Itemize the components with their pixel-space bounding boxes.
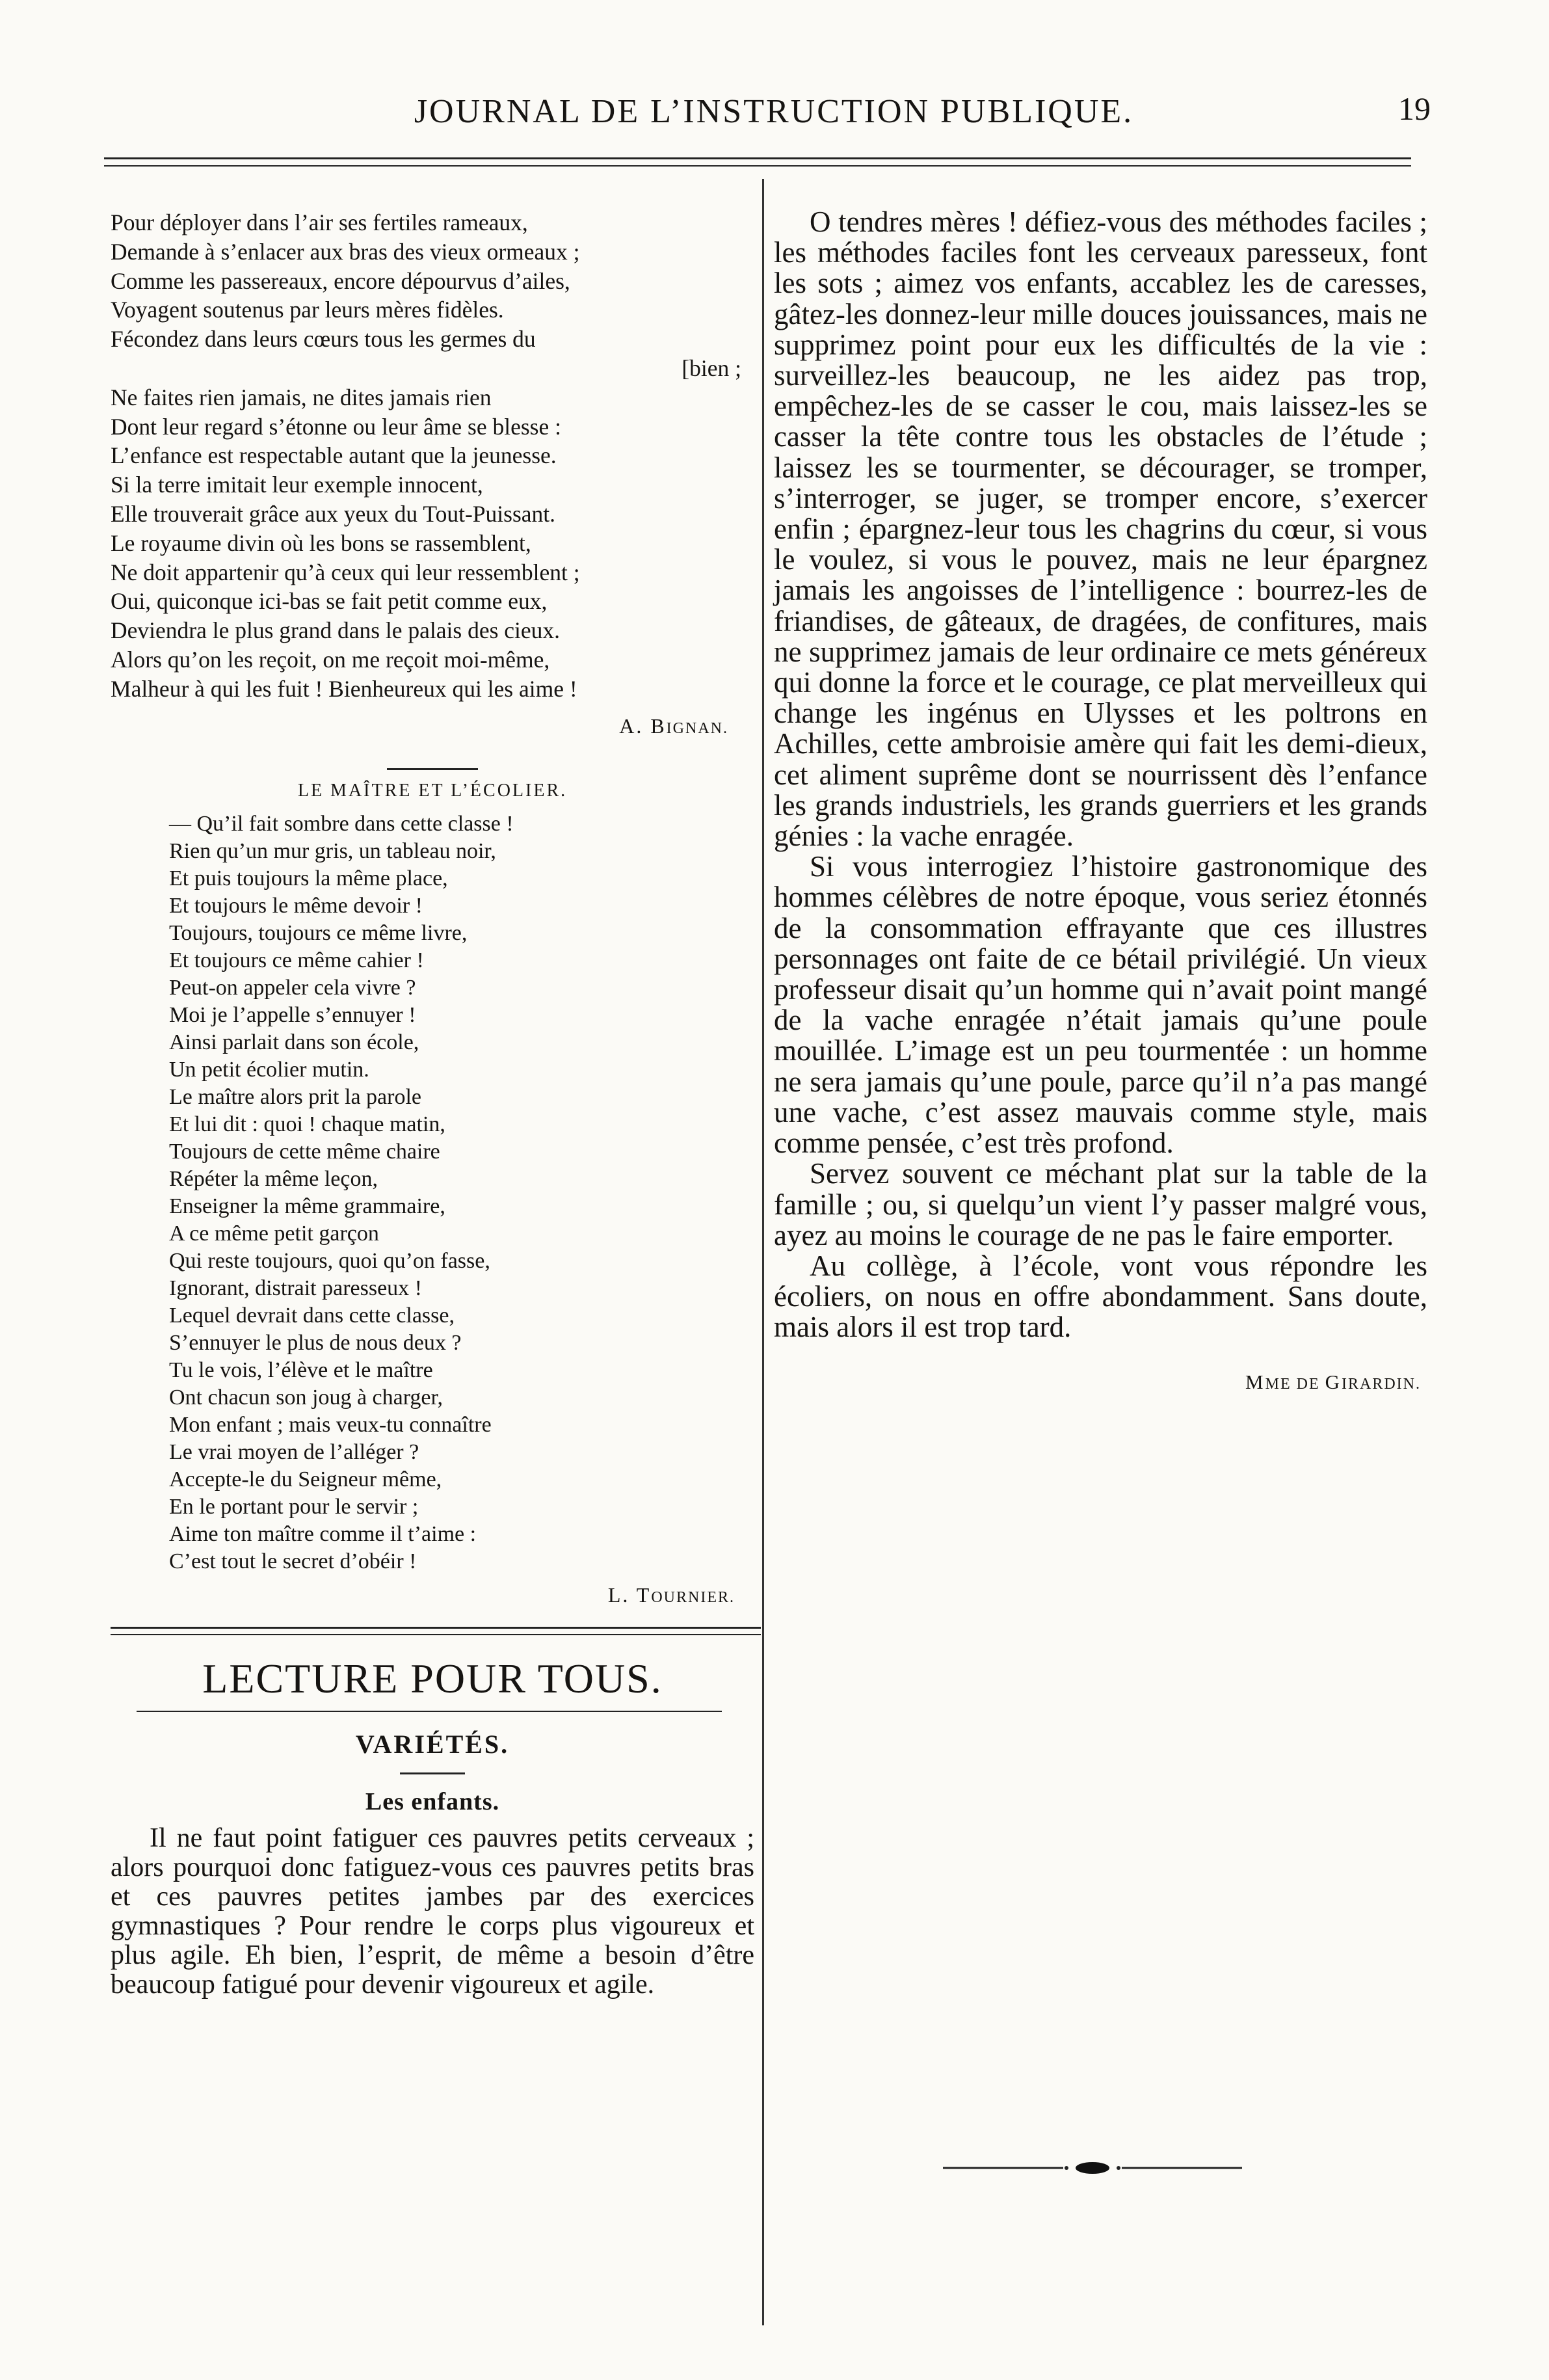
verse-line: [bien ; (682, 354, 741, 381)
verse-line: Alors qu’on les reçoit, on me reçoit moi-même, (111, 646, 550, 673)
verse-line: S’ennuyer le plus de nous deux ? (169, 1330, 462, 1355)
verse-line: Peut-on appeler cela vivre ? (169, 975, 416, 1000)
signature-initial: L. T (607, 1583, 652, 1607)
paragraph: Au collège, à l’école, vont vous répondre les écoliers, on nous en offre abondamment. Sans doute, mais alors il est trop tard. (774, 1249, 1427, 1344)
poem-signature-tournier (111, 1583, 754, 1607)
verse-line: Rien qu’un mur gris, un tableau noir, (169, 838, 496, 863)
signature-part: G (1325, 1370, 1342, 1393)
verse-line: Pour déployer dans l’air ses fertiles rameaux, (111, 209, 528, 235)
verse-line: — Qu’il fait sombre dans cette classe ! (169, 811, 514, 836)
paragraph: O tendres mères ! défiez-vous des méthodes faciles ; les méthodes faciles font les cerveaux paresseux, font les sots ; aimez vos enfants, accablez les de caresses, gâtez-les donnez-leur mille douces jouissances, mais ne supprimez point pour eux les difficultés de la vie : surveillez-les beaucoup, ne les aidez pas trop, empêchez-les de se casser le cou, mais laissez-les se casser la tête contre tous les obstacles de l’étude ; laissez les se tourmenter, se décourager, se tromper, s’interroger, se juger, se tromper encore, s’exercer enfin ; épargnez-leur tous les chagrins du cœur, si vous le voulez, si vous le pouvez, mais ne leur épargnez jamais les angoisses de l’intelligence : bourrez-les de friandises, de gâteaux, de dragées, de confitures, mais ne supprimez jamais de leur ordinaire ce mets généreux qui donne la force et le courage, ce plat merveilleux qui change les ingénus en Ulysses et les poltrons en Achilles, cette ambroisie amère qui fait les demi-dieux, cet aliment suprême dont se nourrissent dès l’enfance les grands industriels, les grands guerriers et les grands génies : la vache enragée. (774, 206, 1427, 853)
verse-line: Tu le vois, l’élève et le maître (169, 1357, 433, 1382)
verse-line: Comme les passereaux, encore dépourvus d’ailes, (111, 267, 570, 294)
author-signature (774, 1367, 1427, 1400)
verse-line: L’enfance est respectable autant que la jeunesse. (111, 442, 557, 469)
verse-line: Mon enfant ; mais veux-tu connaître (169, 1412, 492, 1437)
column-divider (762, 179, 764, 2325)
verse-line: En le portant pour le servir ; (169, 1494, 419, 1519)
verse-line: Aime ton maître comme il t’aime : (169, 1521, 477, 1546)
verse-line: Le maître alors prit la parole (169, 1084, 421, 1109)
article-title: Les enfants. (365, 1787, 500, 1815)
verse-line: Répéter la même leçon, (169, 1166, 378, 1191)
signature-part: ME DE (1265, 1375, 1325, 1393)
verse-line: Et toujours le même devoir ! (169, 893, 423, 918)
signature-initial: A. B (619, 714, 667, 738)
verse-line: Et toujours ce même cahier ! (169, 948, 424, 972)
signature-part: M (1245, 1370, 1265, 1393)
verse-line: Ainsi parlait dans son école, (169, 1030, 419, 1054)
signature-rest: OURNIER. (651, 1588, 735, 1606)
signature-rest: IGNAN. (666, 719, 728, 737)
poem-bignan (111, 208, 754, 704)
ornament-divider-icon (936, 2158, 1249, 2178)
paragraph: Si vous interrogiez l’histoire gastronomique des hommes célèbres de notre époque, vous seriez étonnés de la consommation effrayante que ces illustres personnages ont faite de ce bétail privilégié. Un vieux professeur disait qu’un homme qui n’avait point mangé de la vache enragée n’était jamais qu’une poule mouillée. L’image est un peu tourmentée : un homme ne sera jamais qu’une poule, parce qu’il n’a pas mangé une vache, c’est assez mauvais comme style, mais comme pensée, c’est très profond. (774, 850, 1427, 1160)
verse-line: Demande à s’enlacer aux bras des vieux ormeaux ; (111, 238, 580, 265)
subsection-title: VARIÉTÉS. (355, 1729, 510, 1759)
verse-line: Un petit écolier mutin. (169, 1057, 369, 1082)
paragraph: Servez souvent ce méchant plat sur la table de la famille ; ou, si quelqu’un vient l’y passer malgré vous, ayez au moins le courage de ne pas le faire emporter. (774, 1157, 1427, 1251)
poem-tournier (111, 810, 754, 1575)
article-text: Il ne faut point fatiguer ces pauvres petits cerveaux ; alors pourquoi donc fatiguez-vous ces pauvres petits bras et ces pauvres petites jambes par des exercices gymnastiques ? Pour rendre le corps plus vigoureux et plus agile. Eh bien, l’esprit, de même a besoin d’être beaucoup fatigué pour devenir vigoureux et agile. (111, 1823, 754, 1999)
verse-line: Malheur à qui les fuit ! Bienheureux qui les aime ! (111, 675, 577, 702)
verse-line: Voyagent soutenus par leurs mères fidèles. (111, 297, 504, 323)
verse-line: C’est tout le secret d’obéir ! (169, 1549, 417, 1573)
verse-line: Ont chacun son joug à charger, (169, 1385, 443, 1410)
verse-line: Si la terre imitait leur exemple innocent, (111, 472, 483, 498)
separator-rule (387, 768, 478, 770)
verse-line: Dont leur regard s’étonne ou leur âme se blesse : (111, 413, 561, 440)
verse-line: Et lui dit : quoi ! chaque matin, (169, 1112, 445, 1136)
page-number: 19 (1398, 90, 1431, 127)
verse-line: Elle trouverait grâce aux yeux du Tout-Puissant. (111, 500, 555, 527)
verse-line: Ne faites rien jamais, ne dites jamais rien (111, 384, 492, 410)
left-column (111, 208, 754, 1999)
header-rule-bottom (104, 165, 1411, 167)
verse-line: Moi je l’appelle s’ennuyer ! (169, 1002, 416, 1027)
verse-line: Enseigner la même grammaire, (169, 1194, 445, 1218)
section-title: LECTURE POUR TOUS. (202, 1655, 663, 1702)
poem-signature-bignan (111, 714, 754, 738)
signature-part: IRARDIN. (1342, 1375, 1421, 1393)
right-column (774, 207, 1427, 1400)
section-rule-thin (137, 1711, 722, 1712)
section-double-rule (111, 1627, 761, 1635)
verse-line: Oui, quiconque ici-bas se fait petit comme eux, (111, 588, 548, 615)
verse-line: Ne doit appartenir qu’à ceux qui leur ressemblent ; (111, 559, 580, 585)
verse-line: Toujours, toujours ce même livre, (169, 920, 468, 945)
verse-line: Fécondez dans leurs cœurs tous les germes du (111, 326, 536, 353)
verse-line: Qui reste toujours, quoi qu’on fasse, (169, 1248, 490, 1273)
verse-line: Le royaume divin où les bons se rassemblent, (111, 529, 531, 556)
verse-line: Ignorant, distrait paresseux ! (169, 1276, 422, 1300)
subsection-rule (400, 1772, 465, 1774)
verse-line: Toujours de cette même chaire (169, 1139, 440, 1164)
header-rule-top (104, 157, 1411, 159)
verse-line: Accepte-le du Seigneur même, (169, 1467, 442, 1491)
journal-title: JOURNAL DE L’INSTRUCTION PUBLIQUE. (414, 93, 1134, 130)
verse-line: Et puis toujours la même place, (169, 866, 448, 890)
poem-title: LE MAÎTRE ET L’ÉCOLIER. (297, 780, 568, 801)
verse-line: A ce même petit garçon (169, 1221, 379, 1246)
verse-line: Deviendra le plus grand dans le palais des cieux. (111, 617, 561, 644)
verse-line: Lequel devrait dans cette classe, (169, 1303, 455, 1328)
verse-line: Le vrai moyen de l’alléger ? (169, 1439, 419, 1464)
